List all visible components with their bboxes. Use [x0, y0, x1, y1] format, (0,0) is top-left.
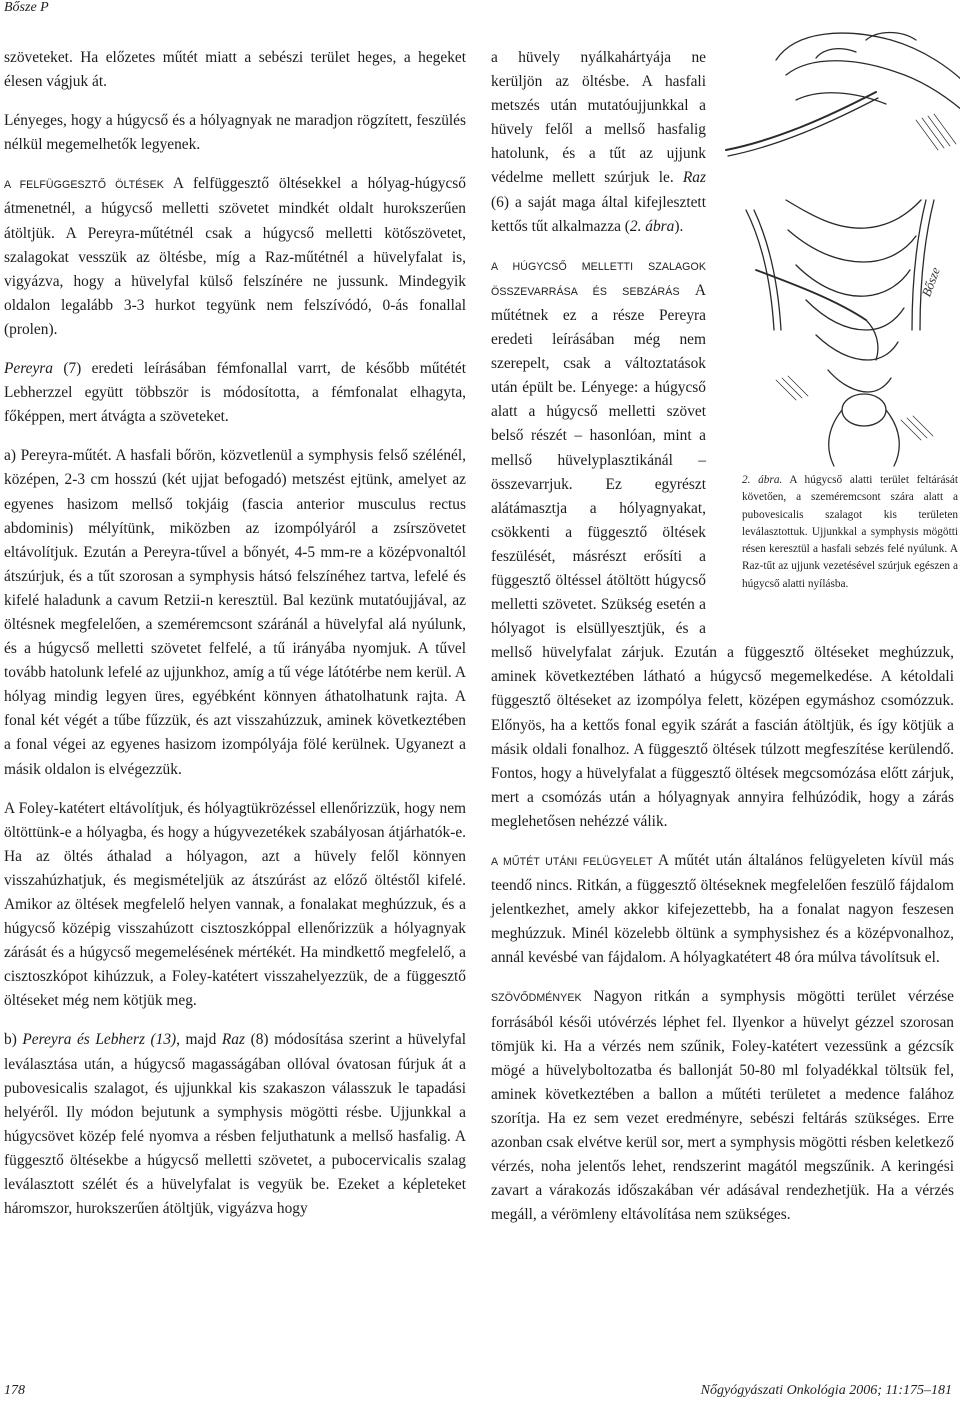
paragraph-text: A felfüggesztő öltésekkel a hólyag-húgycső átmenetnél, a húgycső melletti szövetet mindkét oldalt hurokszerűen átöltjük. A Pereyra-műtétnél csak a húgycső melletti kötőszövetet, szalagokat vesszük az öltésbe, míg a Raz-műtétnél a hüvelyfalat is, vigyázva, hogy a hüvelyfal külső felszínére ne jussunk. Mindegyik oldalon legalább 3-3 hurkot tegyünk nem felszívódó, 0-ás fonallal (prolen). [4, 175, 466, 338]
left-column [4, 46, 466, 1236]
artist-signature: Bősze [918, 265, 943, 299]
paragraph: szöveteket. Ha előzetes műtét miatt a sebészi terület heges, a hegeket élesen vágjuk át. [4, 49, 466, 91]
paragraph-text: (8) módosítása szerint a hüvelyfal leválasztása után, a húgycső magasságában ollóval óvatosan fúrjuk át a pubovesicalis szalagot, és ujjunkkal kis szakaszon válasszuk le tapadási helyéről. Ily módon bejutunk a symphysis mögötti résbe. Ujjunkkal a húgycsövet közép felé nyomva a résben feljuthatunk a mellső hasfalig. A függesztő öltésekbe a húgycső melletti szövetet, a pubocervicalis szalag leválasztott szélét és a hüvelyfalat is vegyük be. Ezeket a képleteket háromszor, hurokszerűen átöltjük, vigyázva hogy [4, 1031, 466, 1218]
section-heading: A HÚGYCSŐ MELLETTI SZALAGOK ÖSSZEVARRÁSA ÉS SEBZÁRÁS [491, 260, 706, 298]
journal-citation: Nőgyógyászati Onkológia 2006; 11:175–181 [700, 1383, 952, 1398]
paragraph: a) Pereyra-műtét. A hasfali bőrön, közvetlenül a symphysis felső szélénél, középen, 2-3 cm hosszú (két ujjat befogadó) metszést ejtünk, amelyet az egyenes hasizom mellső tokjáig (fascia anterior musculus rectus abdominis) mélyítünk, miközben az izompólyáról a zsírszövetet eltávolítjuk. Ezután a Pereyra-tűvel a bőnyét, 4-5 mm-re a középvonaltól átszúrjuk, és a tűt szorosan a symphysis hátsó felszínéhez tartva, lefelé és kifelé haladunk a cavum Retzii-n keresztül. Bal kezünk mutatóujjával, az öltésnek megfelelően, a szeméremcsont száránál a hüvelyfal alá nyúlunk, és a húgycső melletti szövetet felfelé, a tű irányába nyomjuk. A tűvel tovább hatolunk lefelé az ujjunkhoz, amíg a tű vége látótérbe nem kerül. A hólyag mindig legyen üres, egyébként könnyen áthatolhatunk rajta. A fonal két végét a tűbe fűzzük, és azt visszahúzzuk, aminek következtében a fonal végei az egyenes hasizom izompólyája fölé kerülnek. Ugyanezt a másik oldalon is elvégezzük. [4, 447, 466, 778]
paragraph: A Foley-katétert eltávolítjuk, és hólyagtükrözéssel ellenőrizzük, hogy nem öltöttünk-e a hólyagba, és hogy a húgyvezetékek szabályosan átjárhatók-e. Ha az öltés áthalad a hólyagon, azt a hüvely felől könnyen visszahúzhatjuk, és megismételjük az átszúrást az előző öltéstől kifelé. Amikor az öltések megfelelő helyen vannak, a fonalakat meghúzzuk, és a húgycső középig visszahúzott cisztoszkóppal ellenőrizzük a hólyagnyak zárását és a húgycső megemelésének mértékét. Ha mindkettő megfelelő, a cisztoszkópot kihúzzuk, a Foley-katétert visszahelyezzük, de a függesztő öltéseket még nem kötjük meg. [4, 799, 466, 1010]
paragraph [4, 172, 466, 342]
paragraph-text: (7) eredeti leírásában fémfonallal varrt, de később műtétét Lebherzzel együtt többször is módosította, a fémfonalat elhagyta, főképpen, mert átvágta a szöveteket. [4, 360, 466, 426]
author-name: Raz [682, 169, 706, 187]
section-heading: A FELFÜGGESZTŐ ÖLTÉSEK [4, 179, 164, 192]
author-name: Pereyra és Lebherz (13) [22, 1031, 177, 1049]
paragraph-text: Nagyon ritkán a symphysis mögötti terület vérzése forrásából késői utóvérzés léphet fel. Ilyenkor a hüvelyt gézzel szorosan tömjük ki. Ha a vérzés nem szűnik, Foley-katétert vezessünk a gézcsík mögé a hüvelyboltozatba és ballonját 50-80 ml folyadékkal töltsük fel, aminek következtében a ballon a műtéti területet a medence falához szorítja. Ha ez sem vezet eredményre, sebészi feltárás szükséges. Erre azonban csak elvétve kerül sor, mert a symphysis mögötti résben keletkező vérzés, noha jelentős lehet, rendszerint magától megszűnik. A keringési zavart a várakozás időszakában vér adásával rendezhetjük. Ha a vérzés megáll, a vérömleny eltávolítása nem szükséges. [491, 988, 954, 1224]
list-marker: b) [4, 1031, 23, 1049]
figure-reference: 2. ábra [629, 217, 675, 235]
paragraph-text: A műtétnek ez a része Pereyra eredeti leírásában még nem szerepelt, csak a változtatások után épült be. Lényege: a húgycső alatt a húgycső melletti szövet belső részét – hasonlóan, mint a mellső hüvelyplasztikánál – összevarrjuk. Ez egyrészt alátámasztja a hólyagnyakat, csökkenti a függesztő öltések feszülését, másrészt erősíti a függesztő öltéssel átöltött húgycső melletti szövetet. Szükség esetén a hólyagot is elsüllyesztjük, és a mellső hüvelyfalat zárjuk. Ezután a függesztő öltéseket meghúzzuk, aminek következtében látható a húgycső megemelkedése. A kétoldali függesztő öltéseket az izompólya felett, középen egymáshoz csomózzuk. Előnyös, ha a kettős fonal egyik szárát a fascián átöltjük, és így kötjük a másik oldali fonalhoz. A függesztő öltések túlzott megfeszítése kerülendő. Fontos, hogy a hüvelyfalat a függesztő öltések megcsomózása előtt zárjuk, mert a csomózás után a hólyagnyak annyira felhúzódik, hogy a zárás meglehetősen nehézzé válik. [491, 281, 954, 830]
running-head: Bősze P [4, 0, 49, 15]
author-name: Raz [221, 1031, 245, 1049]
figure-2 [716, 0, 960, 632]
paragraph-text: (6) a saját maga által kifejlesztett kettős tűt alkalmazza ( [491, 193, 706, 235]
author-name: Pereyra [4, 360, 53, 378]
paragraph: Lényeges, hogy a húgycső és a hólyagnyak ne maradjon rögzített, feszülés nélkül megemelhetők legyenek. [4, 112, 466, 154]
paragraph-text: , majd [176, 1031, 222, 1049]
paragraph [491, 985, 954, 1227]
section-heading: SZÖVŐDMÉNYEK [491, 992, 582, 1005]
figure-caption [742, 472, 958, 593]
right-column [491, 46, 959, 1242]
surgical-illustration [716, 0, 960, 470]
caption-text: A húgycső alatti terület feltárását követően, a szeméremcsont szára alatt a pubovesicalis szalagot kis területen leválasztottuk. Ujjunkkal a symphysis mögötti résen keresztül a hasfali sebzés felé nyúlunk. A Raz-tűt az ujjunk vezetésével szúrjuk egészen a húgycső alatti nyílásba. [742, 474, 959, 590]
paragraph [4, 357, 466, 429]
figure-label: 2. ábra. [742, 474, 783, 486]
paragraph-text: ). [674, 217, 684, 235]
paragraph-text: a hüvely nyálkahártyája ne kerüljön az öltésbe. A hasfali metszés után mutatóujjunkkal a hüvely felől a mellső hasfalig hatolunk, és a tűt az ujjunk védelme mellett szúrjuk le. [491, 49, 706, 187]
section-heading: A MŰTÉT UTÁNI FELÜGYELET [491, 856, 653, 868]
page-number: 178 [4, 1383, 25, 1398]
paragraph-text: A műtét után általános felügyeleten kívül más teendő nincs. Ritkán, a függesztő öltéseknek megfelelően feszülő fájdalom jelentkezhet, amely akkor kifejezettebb, ha a fonalat nagyon feszesen meghúzzuk. Minél közelebb öltünk a symphysishez és a középvonalhoz, annál kevésbé van fájdalom. A hólyagkatétert 48 óra múlva távolítsuk el. [491, 852, 954, 967]
paragraph [491, 849, 954, 970]
paragraph [4, 1028, 466, 1221]
